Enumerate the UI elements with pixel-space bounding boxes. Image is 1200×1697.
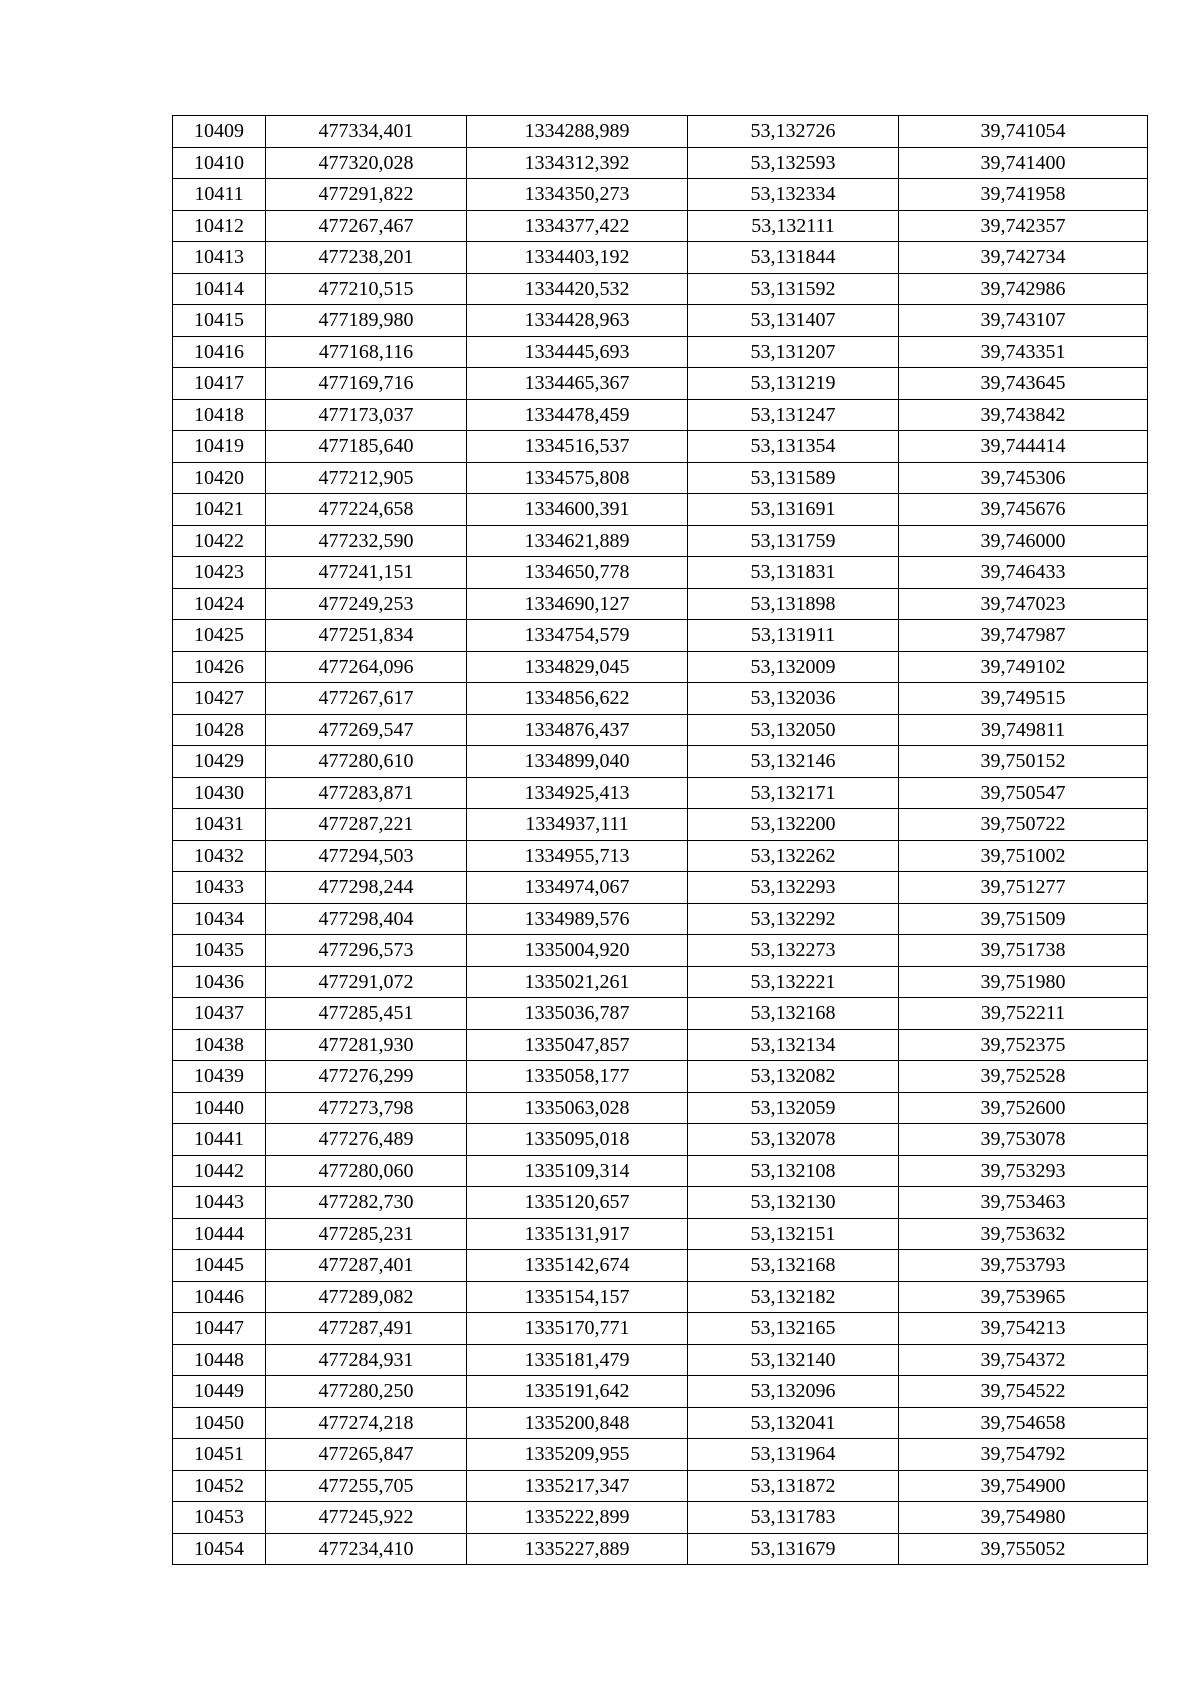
point-number-cell: 10433 — [173, 872, 266, 904]
y-coordinate-cell: 1334989,576 — [467, 903, 688, 935]
x-coordinate-cell: 477255,705 — [266, 1470, 467, 1502]
longitude-cell: 39,750547 — [899, 777, 1148, 809]
x-coordinate-cell: 477224,658 — [266, 494, 467, 526]
x-coordinate-cell: 477189,980 — [266, 305, 467, 337]
y-coordinate-cell: 1335222,899 — [467, 1502, 688, 1534]
table-row — [173, 1092, 1148, 1124]
latitude-cell: 53,132134 — [688, 1029, 899, 1061]
longitude-cell: 39,754792 — [899, 1439, 1148, 1471]
table-row — [173, 777, 1148, 809]
table-row — [173, 368, 1148, 400]
latitude-cell: 53,132165 — [688, 1313, 899, 1345]
point-number-cell: 10427 — [173, 683, 266, 715]
longitude-cell: 39,751738 — [899, 935, 1148, 967]
y-coordinate-cell: 1334600,391 — [467, 494, 688, 526]
latitude-cell: 53,131247 — [688, 399, 899, 431]
x-coordinate-cell: 477210,515 — [266, 273, 467, 305]
latitude-cell: 53,131872 — [688, 1470, 899, 1502]
table-row — [173, 1029, 1148, 1061]
y-coordinate-cell: 1334856,622 — [467, 683, 688, 715]
coordinates-table-body — [173, 116, 1148, 1565]
table-row — [173, 557, 1148, 589]
x-coordinate-cell: 477291,072 — [266, 966, 467, 998]
point-number-cell: 10454 — [173, 1533, 266, 1565]
table-row — [173, 525, 1148, 557]
point-number-cell: 10437 — [173, 998, 266, 1030]
y-coordinate-cell: 1335181,479 — [467, 1344, 688, 1376]
longitude-cell: 39,742734 — [899, 242, 1148, 274]
table-row — [173, 903, 1148, 935]
table-row — [173, 1250, 1148, 1282]
table-row — [173, 746, 1148, 778]
x-coordinate-cell: 477281,930 — [266, 1029, 467, 1061]
longitude-cell: 39,743351 — [899, 336, 1148, 368]
table-row — [173, 620, 1148, 652]
longitude-cell: 39,744414 — [899, 431, 1148, 463]
longitude-cell: 39,754658 — [899, 1407, 1148, 1439]
x-coordinate-cell: 477238,201 — [266, 242, 467, 274]
table-row — [173, 116, 1148, 148]
y-coordinate-cell: 1334420,532 — [467, 273, 688, 305]
table-row — [173, 273, 1148, 305]
table-row — [173, 399, 1148, 431]
x-coordinate-cell: 477241,151 — [266, 557, 467, 589]
y-coordinate-cell: 1334937,111 — [467, 809, 688, 841]
x-coordinate-cell: 477289,082 — [266, 1281, 467, 1313]
latitude-cell: 53,132111 — [688, 210, 899, 242]
latitude-cell: 53,132082 — [688, 1061, 899, 1093]
latitude-cell: 53,132130 — [688, 1187, 899, 1219]
x-coordinate-cell: 477285,451 — [266, 998, 467, 1030]
point-number-cell: 10424 — [173, 588, 266, 620]
latitude-cell: 53,132140 — [688, 1344, 899, 1376]
point-number-cell: 10449 — [173, 1376, 266, 1408]
longitude-cell: 39,742357 — [899, 210, 1148, 242]
longitude-cell: 39,741054 — [899, 116, 1148, 148]
point-number-cell: 10452 — [173, 1470, 266, 1502]
longitude-cell: 39,751277 — [899, 872, 1148, 904]
point-number-cell: 10439 — [173, 1061, 266, 1093]
table-row — [173, 1061, 1148, 1093]
longitude-cell: 39,741400 — [899, 147, 1148, 179]
longitude-cell: 39,752600 — [899, 1092, 1148, 1124]
table-row — [173, 1124, 1148, 1156]
x-coordinate-cell: 477287,221 — [266, 809, 467, 841]
longitude-cell: 39,743645 — [899, 368, 1148, 400]
y-coordinate-cell: 1334312,392 — [467, 147, 688, 179]
x-coordinate-cell: 477294,503 — [266, 840, 467, 872]
y-coordinate-cell: 1334478,459 — [467, 399, 688, 431]
table-row — [173, 651, 1148, 683]
point-number-cell: 10435 — [173, 935, 266, 967]
latitude-cell: 53,132059 — [688, 1092, 899, 1124]
longitude-cell: 39,754372 — [899, 1344, 1148, 1376]
point-number-cell: 10448 — [173, 1344, 266, 1376]
table-row — [173, 935, 1148, 967]
x-coordinate-cell: 477212,905 — [266, 462, 467, 494]
table-row — [173, 1344, 1148, 1376]
latitude-cell: 53,132273 — [688, 935, 899, 967]
x-coordinate-cell: 477274,218 — [266, 1407, 467, 1439]
y-coordinate-cell: 1334350,273 — [467, 179, 688, 211]
point-number-cell: 10419 — [173, 431, 266, 463]
longitude-cell: 39,753793 — [899, 1250, 1148, 1282]
latitude-cell: 53,131783 — [688, 1502, 899, 1534]
x-coordinate-cell: 477273,798 — [266, 1092, 467, 1124]
y-coordinate-cell: 1334428,963 — [467, 305, 688, 337]
x-coordinate-cell: 477280,060 — [266, 1155, 467, 1187]
longitude-cell: 39,751002 — [899, 840, 1148, 872]
y-coordinate-cell: 1334465,367 — [467, 368, 688, 400]
longitude-cell: 39,754980 — [899, 1502, 1148, 1534]
latitude-cell: 53,132334 — [688, 179, 899, 211]
point-number-cell: 10421 — [173, 494, 266, 526]
x-coordinate-cell: 477264,096 — [266, 651, 467, 683]
longitude-cell: 39,753965 — [899, 1281, 1148, 1313]
longitude-cell: 39,750722 — [899, 809, 1148, 841]
x-coordinate-cell: 477276,489 — [266, 1124, 467, 1156]
point-number-cell: 10412 — [173, 210, 266, 242]
latitude-cell: 53,132078 — [688, 1124, 899, 1156]
latitude-cell: 53,132168 — [688, 1250, 899, 1282]
x-coordinate-cell: 477298,244 — [266, 872, 467, 904]
y-coordinate-cell: 1335095,018 — [467, 1124, 688, 1156]
longitude-cell: 39,753078 — [899, 1124, 1148, 1156]
point-number-cell: 10428 — [173, 714, 266, 746]
latitude-cell: 53,131679 — [688, 1533, 899, 1565]
y-coordinate-cell: 1335058,177 — [467, 1061, 688, 1093]
latitude-cell: 53,132036 — [688, 683, 899, 715]
x-coordinate-cell: 477284,931 — [266, 1344, 467, 1376]
point-number-cell: 10415 — [173, 305, 266, 337]
table-row — [173, 966, 1148, 998]
y-coordinate-cell: 1334829,045 — [467, 651, 688, 683]
point-number-cell: 10425 — [173, 620, 266, 652]
x-coordinate-cell: 477291,822 — [266, 179, 467, 211]
table-row — [173, 872, 1148, 904]
y-coordinate-cell: 1334754,579 — [467, 620, 688, 652]
latitude-cell: 53,132108 — [688, 1155, 899, 1187]
y-coordinate-cell: 1335142,674 — [467, 1250, 688, 1282]
x-coordinate-cell: 477320,028 — [266, 147, 467, 179]
y-coordinate-cell: 1335209,955 — [467, 1439, 688, 1471]
longitude-cell: 39,752528 — [899, 1061, 1148, 1093]
y-coordinate-cell: 1335191,642 — [467, 1376, 688, 1408]
longitude-cell: 39,746000 — [899, 525, 1148, 557]
x-coordinate-cell: 477334,401 — [266, 116, 467, 148]
point-number-cell: 10445 — [173, 1250, 266, 1282]
latitude-cell: 53,131219 — [688, 368, 899, 400]
point-number-cell: 10440 — [173, 1092, 266, 1124]
longitude-cell: 39,754900 — [899, 1470, 1148, 1502]
table-row — [173, 1155, 1148, 1187]
longitude-cell: 39,743107 — [899, 305, 1148, 337]
y-coordinate-cell: 1335120,657 — [467, 1187, 688, 1219]
table-row — [173, 462, 1148, 494]
latitude-cell: 53,132171 — [688, 777, 899, 809]
table-row — [173, 714, 1148, 746]
latitude-cell: 53,131911 — [688, 620, 899, 652]
y-coordinate-cell: 1334445,693 — [467, 336, 688, 368]
point-number-cell: 10423 — [173, 557, 266, 589]
longitude-cell: 39,741958 — [899, 179, 1148, 211]
x-coordinate-cell: 477280,250 — [266, 1376, 467, 1408]
x-coordinate-cell: 477245,922 — [266, 1502, 467, 1534]
table-row — [173, 683, 1148, 715]
table-row — [173, 1281, 1148, 1313]
x-coordinate-cell: 477169,716 — [266, 368, 467, 400]
y-coordinate-cell: 1335036,787 — [467, 998, 688, 1030]
point-number-cell: 10444 — [173, 1218, 266, 1250]
longitude-cell: 39,751980 — [899, 966, 1148, 998]
table-row — [173, 210, 1148, 242]
y-coordinate-cell: 1335063,028 — [467, 1092, 688, 1124]
point-number-cell: 10430 — [173, 777, 266, 809]
table-row — [173, 809, 1148, 841]
point-number-cell: 10414 — [173, 273, 266, 305]
latitude-cell: 53,131207 — [688, 336, 899, 368]
x-coordinate-cell: 477267,467 — [266, 210, 467, 242]
longitude-cell: 39,752375 — [899, 1029, 1148, 1061]
latitude-cell: 53,131691 — [688, 494, 899, 526]
latitude-cell: 53,132009 — [688, 651, 899, 683]
longitude-cell: 39,752211 — [899, 998, 1148, 1030]
x-coordinate-cell: 477185,640 — [266, 431, 467, 463]
y-coordinate-cell: 1335170,771 — [467, 1313, 688, 1345]
x-coordinate-cell: 477173,037 — [266, 399, 467, 431]
table-row — [173, 1407, 1148, 1439]
x-coordinate-cell: 477232,590 — [266, 525, 467, 557]
latitude-cell: 53,131831 — [688, 557, 899, 589]
y-coordinate-cell: 1334925,413 — [467, 777, 688, 809]
longitude-cell: 39,754522 — [899, 1376, 1148, 1408]
longitude-cell: 39,749811 — [899, 714, 1148, 746]
x-coordinate-cell: 477168,116 — [266, 336, 467, 368]
latitude-cell: 53,132050 — [688, 714, 899, 746]
x-coordinate-cell: 477280,610 — [266, 746, 467, 778]
x-coordinate-cell: 477249,253 — [266, 588, 467, 620]
longitude-cell: 39,749515 — [899, 683, 1148, 715]
table-row — [173, 305, 1148, 337]
y-coordinate-cell: 1334575,808 — [467, 462, 688, 494]
y-coordinate-cell: 1334650,778 — [467, 557, 688, 589]
point-number-cell: 10432 — [173, 840, 266, 872]
y-coordinate-cell: 1335004,920 — [467, 935, 688, 967]
latitude-cell: 53,131354 — [688, 431, 899, 463]
x-coordinate-cell: 477276,299 — [266, 1061, 467, 1093]
point-number-cell: 10447 — [173, 1313, 266, 1345]
latitude-cell: 53,132168 — [688, 998, 899, 1030]
point-number-cell: 10416 — [173, 336, 266, 368]
point-number-cell: 10411 — [173, 179, 266, 211]
latitude-cell: 53,131407 — [688, 305, 899, 337]
y-coordinate-cell: 1334377,422 — [467, 210, 688, 242]
y-coordinate-cell: 1335200,848 — [467, 1407, 688, 1439]
x-coordinate-cell: 477234,410 — [266, 1533, 467, 1565]
table-row — [173, 1218, 1148, 1250]
point-number-cell: 10418 — [173, 399, 266, 431]
point-number-cell: 10436 — [173, 966, 266, 998]
y-coordinate-cell: 1335154,157 — [467, 1281, 688, 1313]
point-number-cell: 10409 — [173, 116, 266, 148]
table-row — [173, 1187, 1148, 1219]
latitude-cell: 53,132182 — [688, 1281, 899, 1313]
x-coordinate-cell: 477298,404 — [266, 903, 467, 935]
y-coordinate-cell: 1334690,127 — [467, 588, 688, 620]
table-row — [173, 336, 1148, 368]
longitude-cell: 39,747987 — [899, 620, 1148, 652]
point-number-cell: 10446 — [173, 1281, 266, 1313]
longitude-cell: 39,743842 — [899, 399, 1148, 431]
y-coordinate-cell: 1334974,067 — [467, 872, 688, 904]
latitude-cell: 53,132293 — [688, 872, 899, 904]
x-coordinate-cell: 477283,871 — [266, 777, 467, 809]
table-row — [173, 1439, 1148, 1471]
longitude-cell: 39,746433 — [899, 557, 1148, 589]
longitude-cell: 39,753293 — [899, 1155, 1148, 1187]
y-coordinate-cell: 1334899,040 — [467, 746, 688, 778]
x-coordinate-cell: 477287,401 — [266, 1250, 467, 1282]
point-number-cell: 10426 — [173, 651, 266, 683]
y-coordinate-cell: 1335021,261 — [467, 966, 688, 998]
y-coordinate-cell: 1334876,437 — [467, 714, 688, 746]
longitude-cell: 39,747023 — [899, 588, 1148, 620]
table-row — [173, 431, 1148, 463]
latitude-cell: 53,132593 — [688, 147, 899, 179]
y-coordinate-cell: 1334955,713 — [467, 840, 688, 872]
longitude-cell: 39,745306 — [899, 462, 1148, 494]
longitude-cell: 39,750152 — [899, 746, 1148, 778]
table-row — [173, 179, 1148, 211]
latitude-cell: 53,132096 — [688, 1376, 899, 1408]
point-number-cell: 10453 — [173, 1502, 266, 1534]
longitude-cell: 39,745676 — [899, 494, 1148, 526]
point-number-cell: 10443 — [173, 1187, 266, 1219]
x-coordinate-cell: 477282,730 — [266, 1187, 467, 1219]
y-coordinate-cell: 1334516,537 — [467, 431, 688, 463]
table-row — [173, 494, 1148, 526]
latitude-cell: 53,132221 — [688, 966, 899, 998]
coordinates-table — [172, 115, 1148, 1565]
table-row — [173, 1470, 1148, 1502]
table-row — [173, 588, 1148, 620]
point-number-cell: 10422 — [173, 525, 266, 557]
latitude-cell: 53,132262 — [688, 840, 899, 872]
point-number-cell: 10442 — [173, 1155, 266, 1187]
table-row — [173, 1376, 1148, 1408]
point-number-cell: 10441 — [173, 1124, 266, 1156]
y-coordinate-cell: 1335109,314 — [467, 1155, 688, 1187]
longitude-cell: 39,749102 — [899, 651, 1148, 683]
longitude-cell: 39,742986 — [899, 273, 1148, 305]
latitude-cell: 53,132151 — [688, 1218, 899, 1250]
x-coordinate-cell: 477269,547 — [266, 714, 467, 746]
x-coordinate-cell: 477296,573 — [266, 935, 467, 967]
x-coordinate-cell: 477267,617 — [266, 683, 467, 715]
table-row — [173, 147, 1148, 179]
latitude-cell: 53,132726 — [688, 116, 899, 148]
y-coordinate-cell: 1334621,889 — [467, 525, 688, 557]
point-number-cell: 10413 — [173, 242, 266, 274]
longitude-cell: 39,754213 — [899, 1313, 1148, 1345]
point-number-cell: 10410 — [173, 147, 266, 179]
y-coordinate-cell: 1335131,917 — [467, 1218, 688, 1250]
longitude-cell: 39,753632 — [899, 1218, 1148, 1250]
longitude-cell: 39,751509 — [899, 903, 1148, 935]
latitude-cell: 53,131592 — [688, 273, 899, 305]
y-coordinate-cell: 1334288,989 — [467, 116, 688, 148]
y-coordinate-cell: 1335227,889 — [467, 1533, 688, 1565]
point-number-cell: 10431 — [173, 809, 266, 841]
latitude-cell: 53,131964 — [688, 1439, 899, 1471]
table-row — [173, 840, 1148, 872]
table-row — [173, 998, 1148, 1030]
x-coordinate-cell: 477251,834 — [266, 620, 467, 652]
point-number-cell: 10429 — [173, 746, 266, 778]
latitude-cell: 53,132292 — [688, 903, 899, 935]
longitude-cell: 39,753463 — [899, 1187, 1148, 1219]
y-coordinate-cell: 1334403,192 — [467, 242, 688, 274]
point-number-cell: 10417 — [173, 368, 266, 400]
latitude-cell: 53,131844 — [688, 242, 899, 274]
x-coordinate-cell: 477287,491 — [266, 1313, 467, 1345]
table-row — [173, 242, 1148, 274]
x-coordinate-cell: 477285,231 — [266, 1218, 467, 1250]
latitude-cell: 53,131898 — [688, 588, 899, 620]
table-row — [173, 1533, 1148, 1565]
point-number-cell: 10434 — [173, 903, 266, 935]
point-number-cell: 10451 — [173, 1439, 266, 1471]
point-number-cell: 10450 — [173, 1407, 266, 1439]
x-coordinate-cell: 477265,847 — [266, 1439, 467, 1471]
point-number-cell: 10438 — [173, 1029, 266, 1061]
y-coordinate-cell: 1335047,857 — [467, 1029, 688, 1061]
latitude-cell: 53,132041 — [688, 1407, 899, 1439]
table-row — [173, 1313, 1148, 1345]
point-number-cell: 10420 — [173, 462, 266, 494]
latitude-cell: 53,132146 — [688, 746, 899, 778]
latitude-cell: 53,131759 — [688, 525, 899, 557]
y-coordinate-cell: 1335217,347 — [467, 1470, 688, 1502]
latitude-cell: 53,131589 — [688, 462, 899, 494]
latitude-cell: 53,132200 — [688, 809, 899, 841]
longitude-cell: 39,755052 — [899, 1533, 1148, 1565]
table-row — [173, 1502, 1148, 1534]
